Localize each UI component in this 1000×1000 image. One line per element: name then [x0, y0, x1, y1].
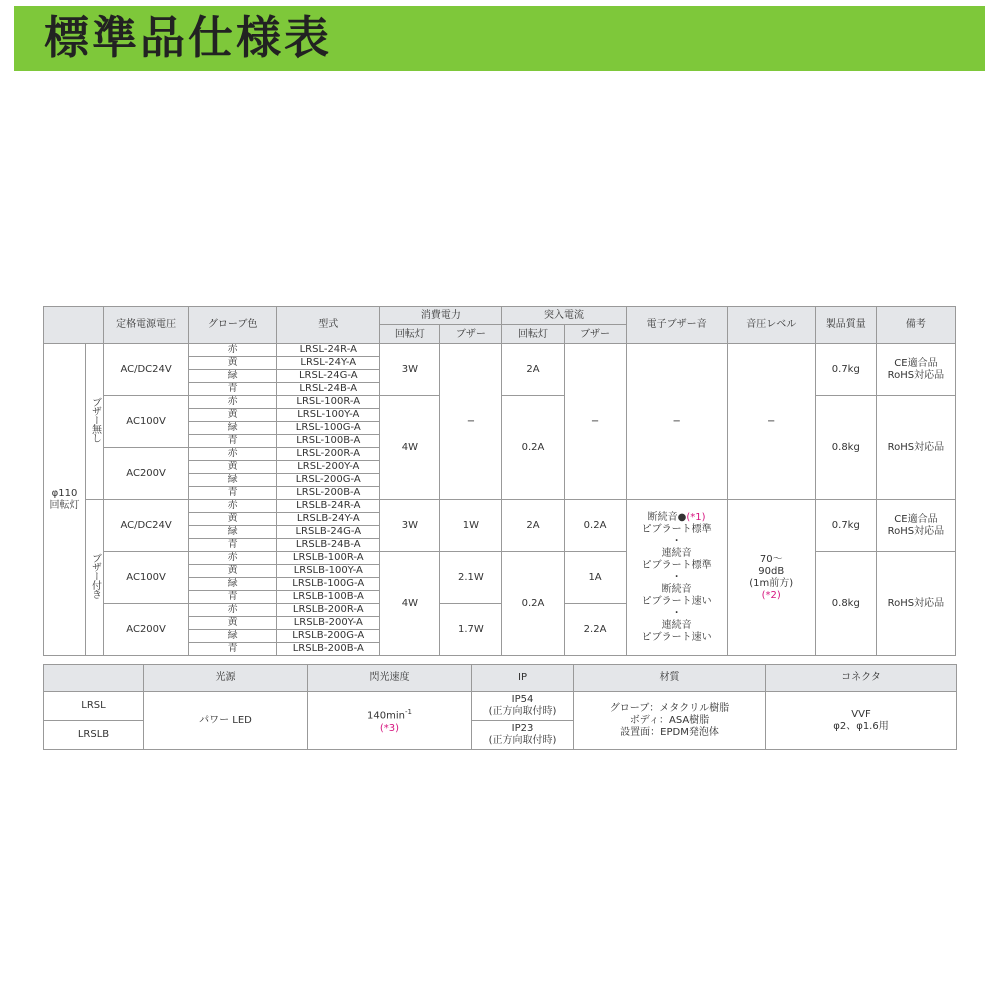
sound-piblart-fast: ピブラート速い: [641, 595, 712, 607]
globe-color-cell: 黄: [189, 565, 277, 578]
group-label: [44, 344, 86, 656]
model-cell: LRSL-200Y-A: [277, 461, 380, 474]
with-buzzer-label: [86, 500, 104, 656]
globe-color-cell: 赤: [189, 604, 277, 617]
inrush-lamp-cell: 2A: [502, 344, 564, 396]
globe-color-cell: 黄: [189, 409, 277, 422]
connector-cell: [766, 692, 957, 750]
remarks-cell: [876, 500, 955, 552]
sound-intermittent-2: 断続音: [661, 583, 692, 595]
power-lamp-cell: 4W: [380, 552, 440, 656]
ip54-note: (正方向取付時): [488, 706, 557, 717]
sound-dot: ・: [671, 607, 682, 619]
light-source-value: パワー LED: [144, 692, 308, 750]
ip54-value: IP54: [511, 694, 534, 705]
header-voltage: 定格電源電圧: [104, 307, 189, 344]
globe-color-cell: 緑: [189, 474, 277, 487]
weight-cell: 0.7kg: [815, 500, 876, 552]
globe-color-cell: 青: [189, 643, 277, 656]
sound-dot: ・: [671, 571, 682, 583]
group-label-line2: 回転灯: [49, 499, 80, 511]
header-ip: IP: [472, 665, 574, 692]
material-surface: 設置面：EPDM発泡体: [620, 726, 719, 738]
sound-dot: ・: [671, 535, 682, 547]
inrush-buzzer-cell: 2.2A: [564, 604, 626, 656]
header-material: 材質: [574, 665, 766, 692]
model-cell: LRSL-24B-A: [277, 383, 380, 396]
buzzer-sound-cell: [626, 500, 727, 656]
globe-color-cell: 青: [189, 383, 277, 396]
header-buzzer-sound: 電子ブザー音: [626, 307, 727, 344]
model-cell: LRSLB-24G-A: [277, 526, 380, 539]
sound-piblart-std: ピブラート標準: [641, 523, 712, 535]
model-cell: LRSL-200R-A: [277, 448, 380, 461]
connector-type: VVF: [851, 708, 871, 720]
header-flash-speed: 閃光速度: [308, 665, 472, 692]
remarks-cell: RoHS対応品: [876, 396, 955, 500]
header-sound-level: 音圧レベル: [727, 307, 815, 344]
power-lamp-cell: 3W: [380, 500, 440, 552]
header-power-buzzer: ブザー: [440, 325, 502, 344]
model-cell: LRSL-24Y-A: [277, 357, 380, 370]
voltage-cell: AC200V: [104, 604, 189, 656]
material-body: ボディ：ASA樹脂: [629, 714, 710, 726]
remarks-ce: CE適合品: [894, 357, 938, 369]
model-cell: LRSL-200G-A: [277, 474, 380, 487]
header-globe-color: グローブ色: [189, 307, 277, 344]
sound-continuous: 連続音: [661, 619, 692, 631]
globe-color-cell: 緑: [189, 630, 277, 643]
ip23-note: (正方向取付時): [488, 735, 557, 746]
no-buzzer-text: ブザー無し: [89, 397, 101, 442]
globe-color-cell: 青: [189, 591, 277, 604]
globe-color-cell: 青: [189, 435, 277, 448]
model-cell: LRSLB-24Y-A: [277, 513, 380, 526]
voltage-cell: AC100V: [104, 396, 189, 448]
globe-color-cell: 赤: [189, 396, 277, 409]
model-cell: LRSLB-200G-A: [277, 630, 380, 643]
globe-color-cell: 黄: [189, 617, 277, 630]
flash-speed-sup: -1: [404, 708, 412, 717]
globe-color-cell: 黄: [189, 461, 277, 474]
globe-color-cell: 赤: [189, 500, 277, 513]
spec-table: [43, 306, 956, 656]
ip54-cell: [472, 692, 574, 721]
model-cell: LRSLB-24B-A: [277, 539, 380, 552]
remarks-cell: [876, 344, 955, 396]
flash-speed-text: 140min: [367, 710, 405, 722]
model-cell: LRSL-24G-A: [277, 370, 380, 383]
no-buzzer-label: [86, 344, 104, 500]
header-model: 型式: [277, 307, 380, 344]
model-cell: LRSLB-200B-A: [277, 643, 380, 656]
remarks-ce: CE適合品: [894, 513, 938, 525]
power-buzzer-cell: 2.1W: [440, 552, 502, 604]
globe-color-cell: 緑: [189, 422, 277, 435]
voltage-cell: AC200V: [104, 448, 189, 500]
weight-cell: 0.7kg: [815, 344, 876, 396]
row-label-lrslb: LRSLB: [44, 721, 144, 750]
globe-color-cell: 黄: [189, 513, 277, 526]
voltage-cell: AC/DC24V: [104, 344, 189, 396]
model-cell: LRSL-200B-A: [277, 487, 380, 500]
sound-piblart-std: ピブラート標準: [641, 559, 712, 571]
remarks-cell: RoHS対応品: [876, 552, 955, 656]
inrush-buzzer-cell: 0.2A: [564, 500, 626, 552]
model-cell: LRSLB-100R-A: [277, 552, 380, 565]
page-title: 標準品仕様表: [44, 11, 333, 64]
flash-speed-value: [308, 692, 472, 750]
model-cell: LRSL-100Y-A: [277, 409, 380, 422]
model-cell: LRSL-100G-A: [277, 422, 380, 435]
globe-color-cell: 黄: [189, 357, 277, 370]
model-cell: LRSL-24R-A: [277, 344, 380, 357]
header-inrush: 突入電流: [502, 307, 626, 325]
sound-level-cell: −: [727, 344, 815, 500]
model-cell: LRSL-100B-A: [277, 435, 380, 448]
globe-color-cell: 緑: [189, 578, 277, 591]
header-power-lamp: 回転灯: [380, 325, 440, 344]
power-lamp-cell: 3W: [380, 344, 440, 396]
sound-piblart-fast: ピブラート速い: [641, 631, 712, 643]
voltage-cell: AC100V: [104, 552, 189, 604]
globe-color-cell: 赤: [189, 344, 277, 357]
header-inrush-buzzer: ブザー: [564, 325, 626, 344]
sound-level-cell: [727, 500, 815, 656]
note-1: (*1): [686, 511, 706, 523]
header-weight: 製品質量: [815, 307, 876, 344]
ip23-value: IP23: [511, 723, 534, 734]
globe-color-cell: 緑: [189, 526, 277, 539]
inrush-buzzer-cell: −: [564, 344, 626, 500]
group-label-line1: φ110: [51, 487, 78, 499]
inrush-lamp-cell: 0.2A: [502, 552, 564, 656]
globe-color-cell: 青: [189, 487, 277, 500]
model-cell: LRSLB-200R-A: [277, 604, 380, 617]
model-cell: LRSLB-100B-A: [277, 591, 380, 604]
ip23-cell: [472, 721, 574, 750]
row-label-lrsl: LRSL: [44, 692, 144, 721]
note-2: (*2): [761, 589, 781, 601]
globe-color-cell: 赤: [189, 552, 277, 565]
header-blank: [44, 307, 104, 344]
header-power: 消費電力: [380, 307, 502, 325]
material-cell: [574, 692, 766, 750]
with-buzzer-text: ブザー付き: [89, 553, 101, 598]
weight-cell: 0.8kg: [815, 552, 876, 656]
level-line2: 90dB: [758, 565, 785, 577]
power-buzzer-cell: −: [440, 344, 502, 500]
inrush-buzzer-cell: 1A: [564, 552, 626, 604]
table-row: [44, 344, 956, 357]
model-cell: LRSLB-24R-A: [277, 500, 380, 513]
header-remarks: 備考: [876, 307, 955, 344]
level-line3: (1m前方): [749, 577, 794, 589]
power-buzzer-cell: 1W: [440, 500, 502, 552]
voltage-cell: AC/DC24V: [104, 500, 189, 552]
buzzer-sound-cell: −: [626, 344, 727, 500]
table-row: [44, 500, 956, 513]
header-blank-2: [44, 665, 144, 692]
table-row: [44, 552, 956, 565]
inrush-lamp-cell: 2A: [502, 500, 564, 552]
globe-color-cell: 青: [189, 539, 277, 552]
header-connector: コネクタ: [766, 665, 957, 692]
remarks-rohs: RoHS対応品: [887, 369, 945, 381]
header-inrush-lamp: 回転灯: [502, 325, 564, 344]
level-line1: 70～: [759, 553, 783, 565]
sound-intermittent: 断続音●: [647, 511, 687, 523]
spec-table-2: [43, 664, 957, 750]
globe-color-cell: 赤: [189, 448, 277, 461]
model-cell: LRSLB-100Y-A: [277, 565, 380, 578]
connector-size: φ2、φ1.6用: [833, 720, 889, 732]
note-3: (*3): [379, 722, 400, 734]
power-lamp-cell: 4W: [380, 396, 440, 500]
model-cell: LRSLB-200Y-A: [277, 617, 380, 630]
title-banner: [14, 6, 985, 71]
header-light-source: 光源: [144, 665, 308, 692]
inrush-lamp-cell: 0.2A: [502, 396, 564, 500]
weight-cell: 0.8kg: [815, 396, 876, 500]
material-globe: グローブ：メタクリル樹脂: [609, 702, 730, 714]
power-buzzer-cell: 1.7W: [440, 604, 502, 656]
globe-color-cell: 緑: [189, 370, 277, 383]
model-cell: LRSLB-100G-A: [277, 578, 380, 591]
sound-continuous: 連続音: [661, 547, 692, 559]
remarks-rohs: RoHS対応品: [887, 525, 945, 537]
model-cell: LRSL-100R-A: [277, 396, 380, 409]
